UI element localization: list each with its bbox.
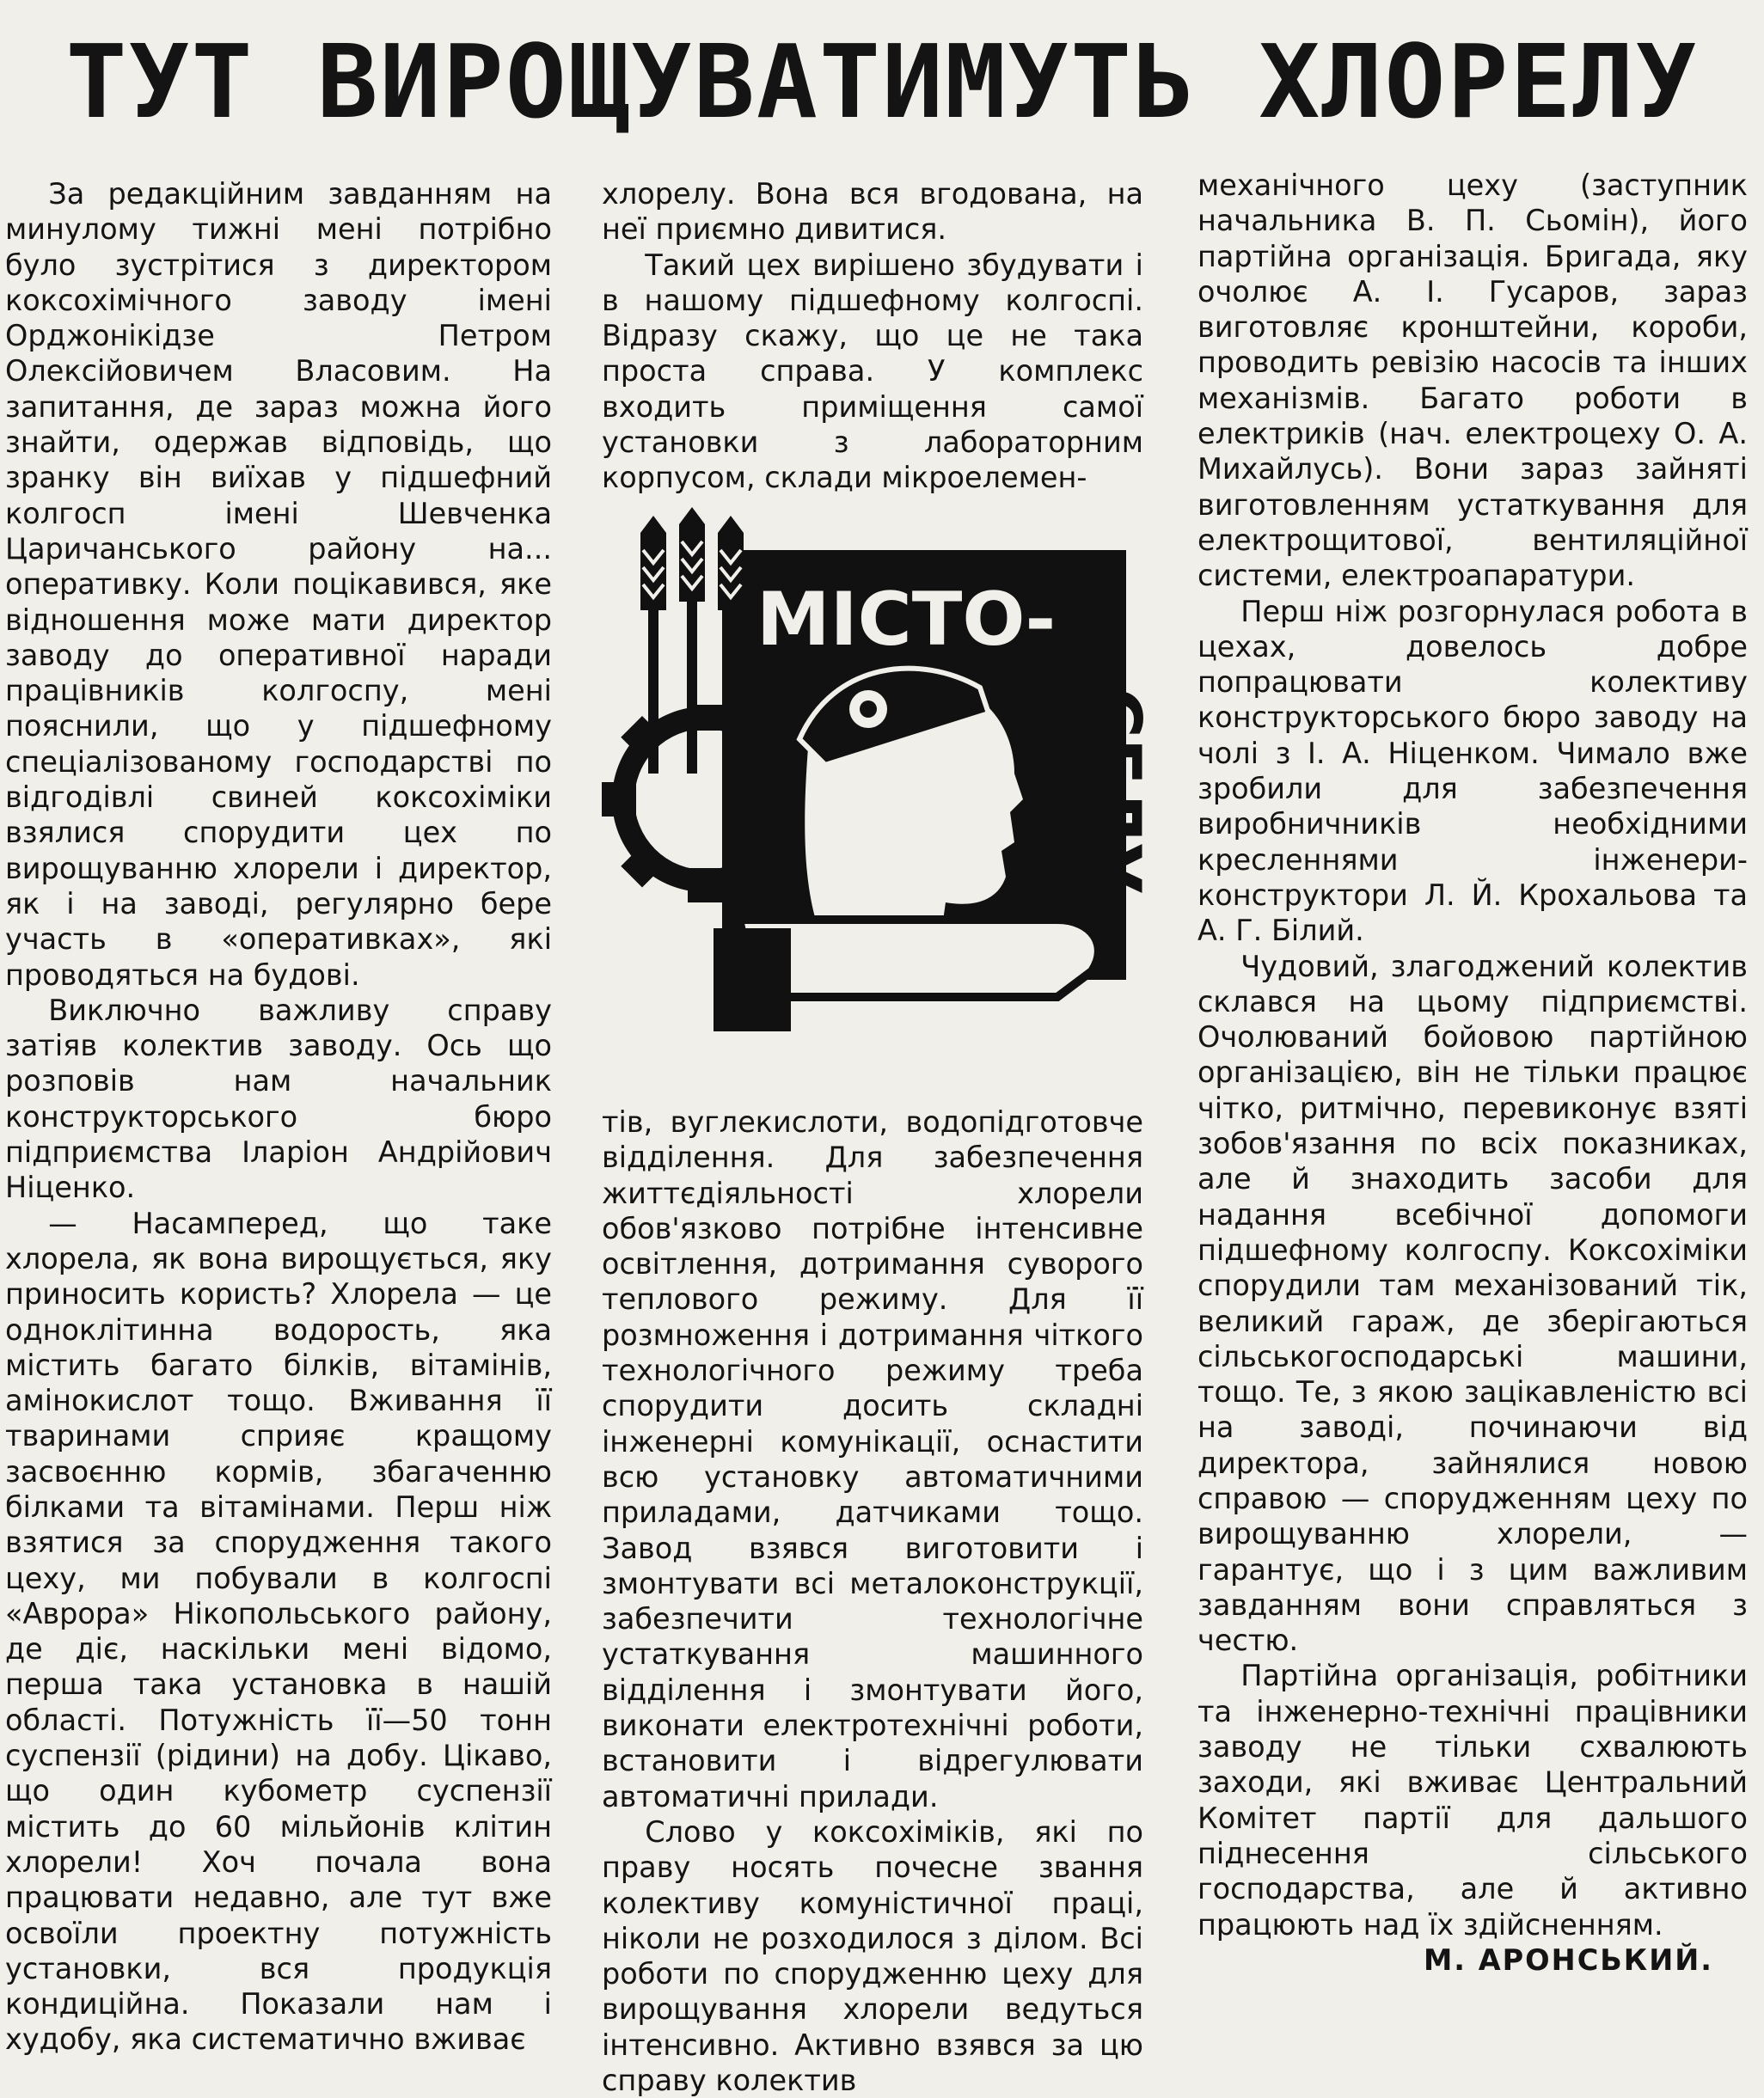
paragraph: Такий цех вирішено збудувати і в нашому підшефному колгоспі. Відразу скажу, що це не така проста справа. У комплекс входить приміщення самої установки з лабораторним корпусом, склади мікроелемен- xyxy=(602,248,1143,495)
paragraph: Партійна організація, робітники та інженерно-технічні працівники заводу не тільки схвалюють заходи, які вживає Центральний Комітет партії для дальшого піднесення сільського господарства, але й активно працюють над їх здійсненням. xyxy=(1197,1659,1748,1942)
column-3 xyxy=(1197,168,1748,1978)
author-signature: М. АРОНСЬКИЙ. xyxy=(1423,1942,1713,1977)
emblem-word-2: СЕЛУ xyxy=(1075,688,1155,896)
paragraph: Перш ніж розгорнулася робота в цехах, довелось добре попрацювати колективу конструкторського бюро заводу на чолі з І. А. Ніценком. Чимало вже зробили для забезпечення виробничників необхідними кресленнями інженери-конструктори Л. Й. Крохальова та А. Г. Білий. xyxy=(1197,594,1748,948)
paragraph: Чудовий, злагоджений колектив склався на цьому підприємстві. Очолюваний бойовою партійною організацією, він не тільки працює чітко, ритмічно, перевиконує взяті зобов'язання по всіх показниках, але й знаходить засоби для надання всебічної допомоги підшефному колгоспу. Коксохіміки спорудили там механізований тік, великий гараж, де зберігаються сільськогосподарські машини, тощо. Те, з якою зацікавленістю всі на заводі, починаючи від директора, зайнялися новою справою — спорудженням цеху по вирощуванню хлорели, — гарантує, що і з цим важливим завданням вони справляться з честю. xyxy=(1197,949,1748,1658)
paragraph: тів, вуглекислоти, водопідготовче відділення. Для забезпечення життєдіяльності хлорели обов'язково потрібне інтенсивне освітлення, дотримання суворого теплового режиму. Для її розмноження і дотримання чіткого технологічного режиму треба спорудити досить складні інженерні комунікації, оснастити всю установку автоматичними приладами, датчиками тощо. Завод взявся виготовити і змонтувати всі металоконструкції, забезпечити технологічне устаткування машинного відділення і змонтувати його, виконати електротехнічні роботи, встановити і відрегулювати автоматичні прилади. xyxy=(602,1105,1143,1814)
paragraph: Виключно важливу справу затіяв колектив заводу. Ось що розповів нам начальник конструкторського бюро підприємства Іларіон Андрійович Ніценко. xyxy=(5,993,552,1205)
misto-selu-emblem xyxy=(610,516,1155,1040)
paragraph: — Насамперед, що таке хлорела, як вона вирощується, яку приносить користь? Хлорела — це одноклітинна водорость, яка містить багато білків, вітамінів, амінокислот тощо. Вживання її тваринами сприяє кращому засвоєнню кормів, збагаченню білками та вітамінами. Перш ніж взятися за спорудження такого цеху, ми побували в колгоспі «Аврора» Нікопольського району, де діє, наскільки мені відомо, перша така установка в нашій області. Потужність її—50 тонн суспензії (рідини) на добу. Цікаво, що один кубометр суспензії містить до 60 мільйонів клітин хлорели! Хоч почала вона працювати недавно, але тут вже освоїли проектну потужність установки, вся продукція кондиційна. Показали нам і худобу, яка систематично вживає xyxy=(5,1206,552,2057)
column-1 xyxy=(5,176,552,2058)
column-2-top xyxy=(602,176,1143,496)
headline: ТУТ ВИРОЩУВАТИМУТЬ ХЛОРЕЛУ xyxy=(65,22,1699,141)
emblem-illustration-icon xyxy=(610,516,1155,1040)
emblem-word-1: МІСТО- xyxy=(756,577,1057,663)
paragraph: Слово у коксохіміків, які по праву носять почесне звання колективу комуністичної праці, ніколи не розходилося з ділом. Всі роботи по спорудженню цеху для вирощування хлорели ведуться інтенсивно. Активно взявся за цю справу колектив xyxy=(602,1814,1143,2098)
paragraph: механічного цеху (заступник начальника В. П. Сьомін), його партійна організація. Бригада, яку очолює А. І. Гусаров, зараз виготовляє кронштейни, короби, проводить ревізію насосів та інших механізмів. Багато роботи в електриків (нач. електроцеху О. А. Михайлусь). Вони зараз зайняті виготовленням устаткування для електрощитової, вентиляційної системи, електроапаратури. xyxy=(1197,168,1748,593)
column-2-bottom xyxy=(602,1104,1143,2098)
paragraph: За редакційним завданням на минулому тижні мені потрібно було зустрітися з директором коксохімічного заводу імені Орджонікідзе Петром Олексійовичем Власовим. На запитання, де зараз можна його знайти, одержав відповідь, що зранку він виїхав у підшефний колгосп імені Шевченка Царичанського району на... оперативку. Коли поцікавився, яке відношення може мати директор заводу до оперативної наради працівників колгоспу, мені пояснили, що у підшефному спеціалізованому господарстві по відгодівлі свиней коксохіміки взялися спорудити цех по вирощуванню хлорели і директор, як і на заводі, регулярно бере участь в «оперативках», які проводяться на будові. xyxy=(5,177,552,992)
paragraph: хлорелу. Вона вся вгодована, на неї приємно дивитися. xyxy=(602,177,1143,247)
